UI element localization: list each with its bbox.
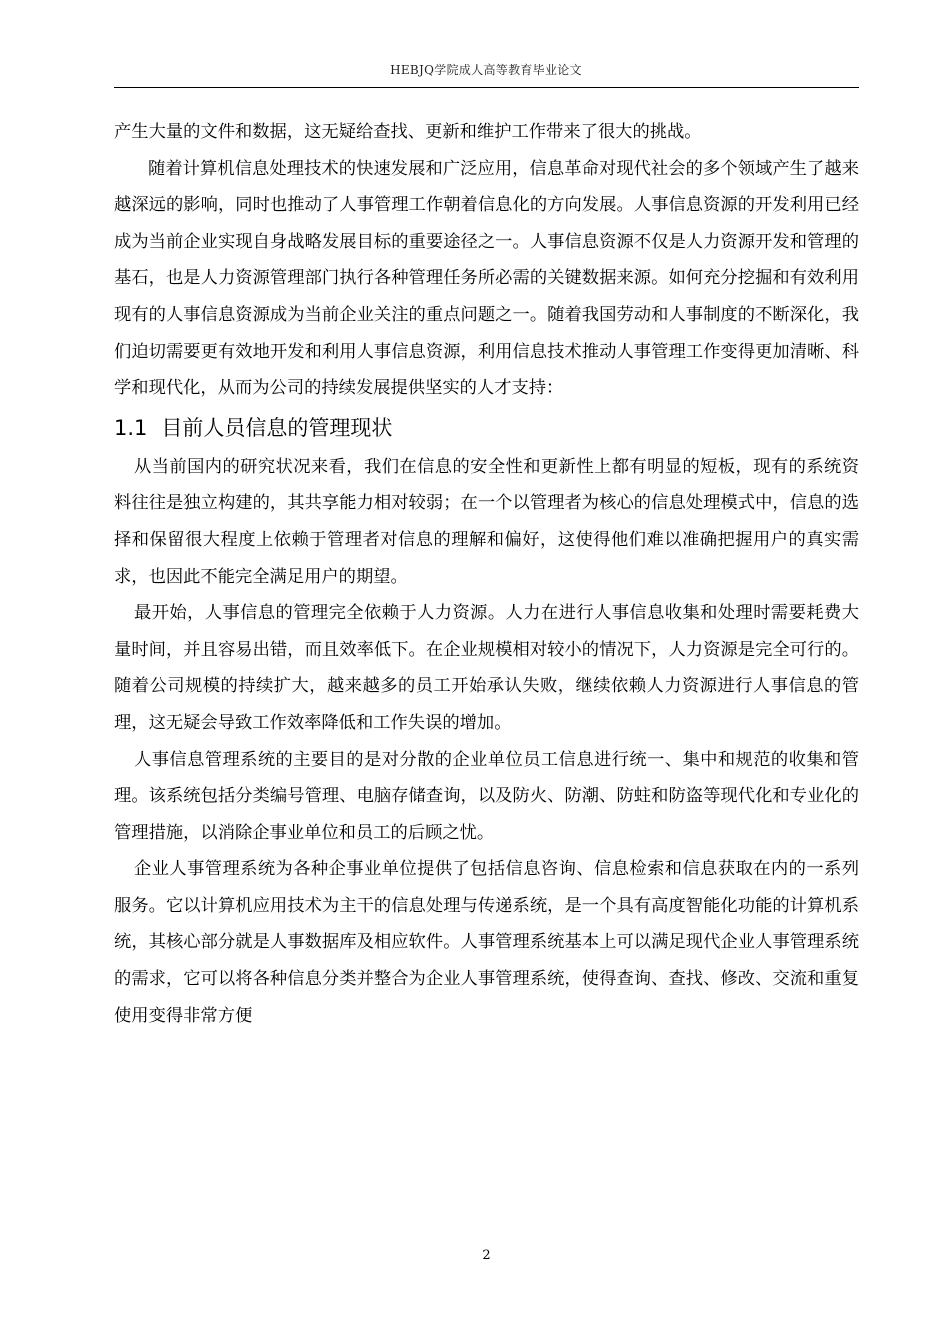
paragraph-intro: 随着计算机信息处理技术的快速发展和广泛应用，信息革命对现代社会的多个领域产生了越来越深远的影响，同时也推动了人事管理工作朝着信息化的方向发展。人事信息资源的开发利用已经成为当前企业实现自身战略发展目标的重要途径之一。人事信息资源不仅是人力资源开发和管理的基石，也是人力资源管理部门执行各种管理任务所必需的关键数据来源。如何充分挖掘和有效利用现有的人事信息资源成为当前企业关注的重点问题之一。随着我国劳动和人事制度的不断深化，我们迫切需要更有效地开发和利用人事信息资源，利用信息技术推动人事管理工作变得更加清晰、科学和现代化，从而为公司的持续发展提供坚实的人才支持： xyxy=(114,158,859,399)
paragraph-system-purpose: 人事信息管理系统的主要目的是对分散的企业单位员工信息进行统一、集中和规范的收集和管理。该系统包括分类编号管理、电脑存储查询，以及防火、防潮、防蛀和防盗等现代化和专业化的管理措施，以消除企事业单位和员工的后顾之忧。 xyxy=(114,749,859,843)
document-body xyxy=(114,114,859,1034)
header-rule xyxy=(114,87,859,88)
section-title: 目前人员信息的管理现状 xyxy=(161,415,393,440)
section-number: 1.1 xyxy=(114,415,148,440)
page-number: 2 xyxy=(482,1248,491,1263)
paragraph-system-services: 企业人事管理系统为各种企事业单位提供了包括信息咨询、信息检索和信息获取在内的一系列服务。它以计算机应用技术为主干的信息处理与传递系统，是一个具有高度智能化功能的计算机系统，其核心部分就是人事数据库及相应软件。人事管理系统基本上可以满足现代企业人事管理系统的需求，它可以将各种信息分类并整合为企业人事管理系统，使得查询、查找、修改、交流和重复使用变得非常方便 xyxy=(114,859,859,1026)
paragraph-manual-management: 最开始，人事信息的管理完全依赖于人力资源。人力在进行人事信息收集和处理时需要耗费大量时间，并且容易出错，而且效率低下。在企业规模相对较小的情况下，人力资源是完全可行的。随着公司规模的持续扩大，越来越多的员工开始承认失败，继续依赖人力资源进行人事信息的管理，这无疑会导致工作效率降低和工作失误的增加。 xyxy=(114,603,859,733)
section-heading xyxy=(114,411,859,445)
paragraph-continuation: 产生大量的文件和数据，这无疑给查找、更新和维护工作带来了很大的挑战。 xyxy=(114,122,702,142)
running-header: HEBJQ学院成人高等教育毕业论文 xyxy=(390,63,582,77)
paragraph-current-status: 从当前国内的研究状况来看，我们在信息的安全性和更新性上都有明显的短板，现有的系统资料往往是独立构建的，其共享能力相对较弱；在一个以管理者为核心的信息处理模式中，信息的选择和保留很大程度上依赖于管理者对信息的理解和偏好，这使得他们难以准确把握用户的真实需求，也因此不能完全满足用户的期望。 xyxy=(114,456,859,587)
